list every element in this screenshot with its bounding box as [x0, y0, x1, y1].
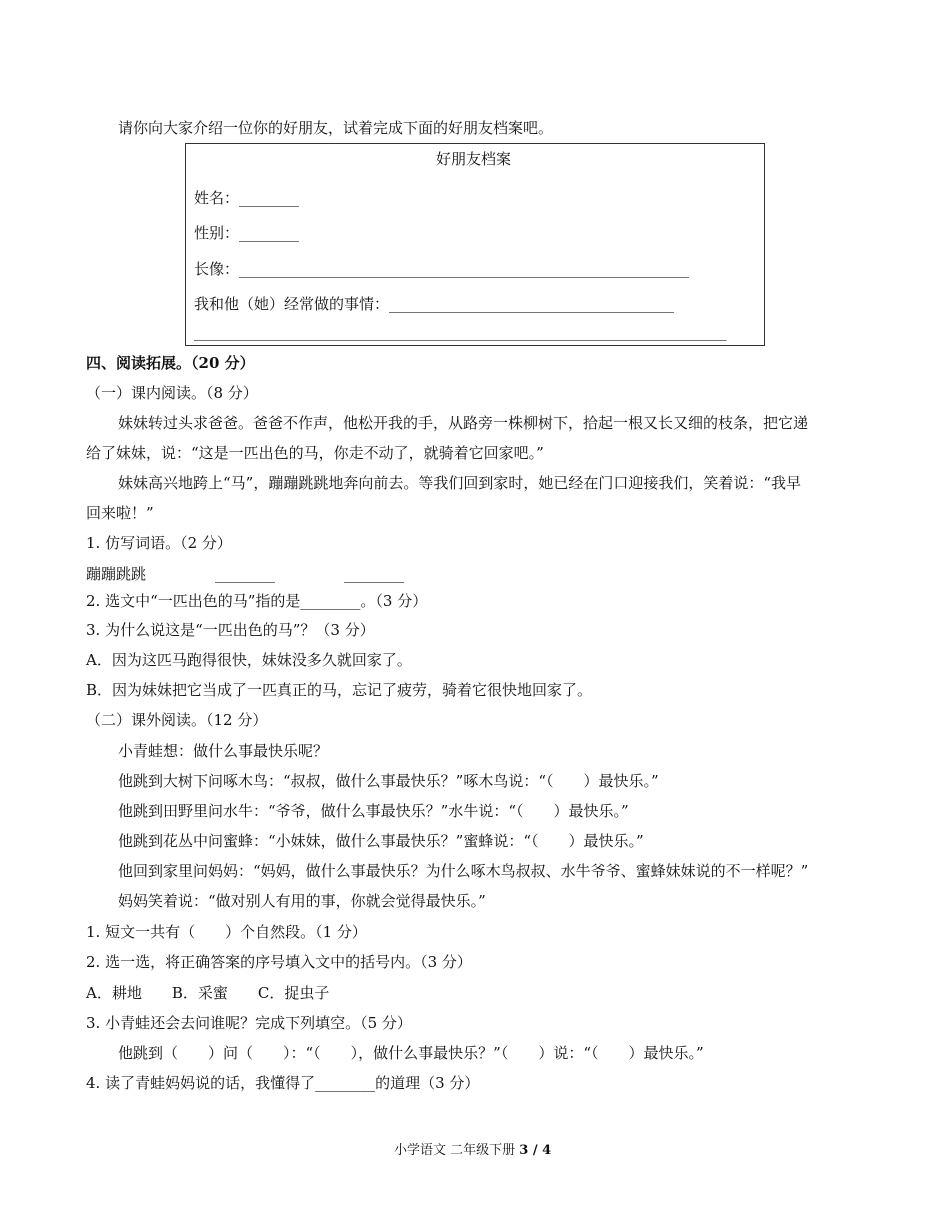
part1-question3: 3. 为什么说这是“一匹出色的马”？（3 分） [86, 621, 375, 639]
part2-question1: 1. 短文一共有（ ）个自然段。（1 分） [86, 923, 367, 941]
passage2-line2: 他跳到大树下问啄木鸟：“叔叔，做什么事最快乐？”啄木鸟说：“（ ）最快乐。” [118, 772, 659, 790]
part2-question2: 2. 选一选，将正确答案的序号填入文中的括号内。（3 分） [86, 953, 472, 971]
page-footer [394, 1141, 551, 1161]
q3-option-b: B．因为妹妹把它当成了一匹真正的马，忘记了疲劳，骑着它很快地回家了。 [86, 681, 593, 699]
profile-title: 好朋友档案 [436, 150, 512, 168]
part1-heading: （一）课内阅读。（8 分） [86, 384, 258, 402]
intro-text: 请你向大家介绍一位你的好朋友，试着完成下面的好朋友档案吧。 [118, 119, 554, 137]
passage2-line5: 他回到家里问妈妈：“妈妈，做什么事最快乐？为什么啄木鸟叔叔、水牛爷爷、蜜蜂妹妹说的不一样呢？” [118, 862, 809, 880]
footer-page-number: 3 / 4 [519, 1143, 552, 1158]
part2-heading: （二）课外阅读。（12 分） [86, 711, 268, 729]
q1-blank-2: ________ [344, 565, 404, 583]
passage1-para1-line2: 给了妹妹，说：“这是一匹出色的马，你走不动了，就骑着它回家吧。” [86, 444, 544, 462]
passage2-line6: 妈妈笑着说：“做对别人有用的事，你就会觉得最快乐。” [118, 892, 486, 910]
part1-question1: 1. 仿写词语。（2 分） [86, 534, 232, 552]
passage2-line3: 他跳到田野里问水牛：“爷爷，做什么事最快乐？”水牛说：“（ ）最快乐。” [118, 802, 629, 820]
footer-subject: 小学语文 二年级下册 [394, 1143, 520, 1158]
passage1-para1-line1: 妹妹转过头求爸爸。爸爸不作声，他松开我的手，从路旁一株柳树下，拾起一根又长又细的枝条，把它递 [118, 414, 809, 432]
q3-option-a: A．因为这匹马跑得很快，妹妹没多久就回家了。 [86, 651, 412, 669]
activity-field: 我和他（她）经常做的事情：______________________________________ [194, 295, 675, 313]
part2-question4: 4. 读了青蛙妈妈说的话，我懂得了________的道理（3 分） [86, 1074, 480, 1092]
passage1-para2-line1: 妹妹高兴地跨上“马”，蹦蹦跳跳地奔向前去。等我们回到家时，她已经在门口迎接我们，笑着说：“我早 [118, 474, 802, 492]
friend-profile-box [185, 143, 765, 346]
q1-blank-1: ________ [215, 565, 275, 583]
part2-q3-fill: 他跳到（ ）问（ ）：“（ ），做什么事最快乐？”（ ）说：“（ ）最快乐。” [118, 1044, 704, 1062]
section4-heading: 四、阅读拓展。（20 分） [86, 354, 255, 372]
passage2-line4: 他跳到花丛中问蜜蜂：“小妹妹，做什么事最快乐？”蜜蜂说：“（ ）最快乐。” [118, 832, 644, 850]
part1-question2: 2. 选文中“一匹出色的马”指的是________。（3 分） [86, 592, 428, 610]
passage1-para2-line2: 回来啦！” [86, 504, 154, 522]
name-field: 姓名：________ [194, 189, 300, 207]
gender-field: 性别：________ [194, 224, 300, 242]
appearance-field: 长像：____________________________________________________________ [194, 260, 690, 278]
part2-question3: 3. 小青蛙还会去问谁呢？完成下列填空。（5 分） [86, 1014, 412, 1032]
passage2-line1: 小青蛙想：做什么事最快乐呢？ [118, 742, 329, 760]
part2-q2-options: A．耕地 B．采蜜 C．捉虫子 [86, 984, 330, 1002]
q1-example-word: 蹦蹦跳跳 [86, 565, 147, 583]
activity-continuation: _______________________________________________________________________ [194, 323, 727, 341]
